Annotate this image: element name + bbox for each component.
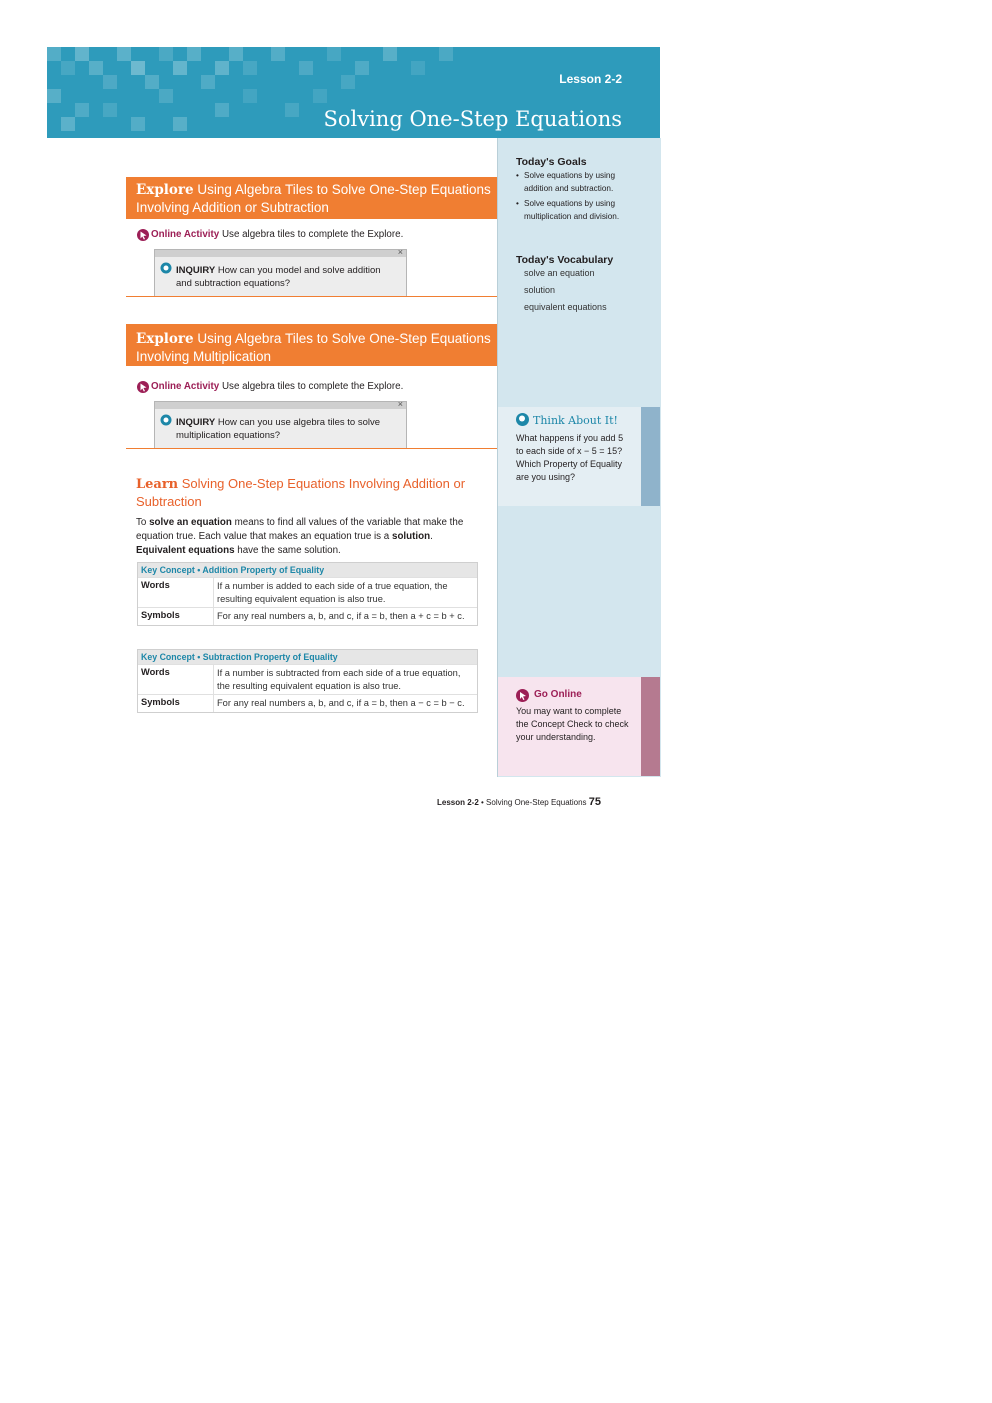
think-about-it-bar xyxy=(641,407,660,506)
inquiry-text: How can you use algebra tiles to solve multiplication equations? xyxy=(176,417,380,441)
key-concept-table xyxy=(137,649,478,713)
vocab-heading: Today's Vocabulary xyxy=(516,254,614,266)
key-concept-header: Key Concept • Subtraction Property of Equality xyxy=(138,650,477,664)
row-value: If a number is added to each side of a true equation, the resulting equivalent equation is also true. xyxy=(217,581,448,604)
learn-title: Solving One-Step Equations Involving Addition or Subtraction xyxy=(136,476,466,509)
goals-list xyxy=(516,170,631,226)
think-head-icon xyxy=(515,412,530,427)
close-icon[interactable]: × xyxy=(397,247,403,257)
row-label: Words xyxy=(138,665,214,694)
learn-label: Learn xyxy=(136,477,179,492)
learn-paragraph: To solve an equation means to find all values of the variable that make the equation true. Each value that makes an equation true is a solution. Equivalent equations have the same solution. xyxy=(136,517,464,556)
go-online-bar xyxy=(641,677,660,776)
go-online-text: You may want to complete the Concept Check to check your understanding. xyxy=(516,706,629,742)
table-row xyxy=(138,577,477,607)
inquiry-text: How can you model and solve addition and subtraction equations? xyxy=(176,265,381,289)
explore-title: Using Algebra Tiles to Solve One-Step Equations Involving Multiplication xyxy=(136,331,491,364)
section-divider xyxy=(126,448,497,449)
online-activity-text: Use algebra tiles to complete the Explore. xyxy=(221,229,404,240)
table-row xyxy=(138,607,477,625)
key-concept-table xyxy=(137,562,478,626)
para-text: have the same solution. xyxy=(237,545,341,556)
goals-heading: Today's Goals xyxy=(516,156,587,168)
table-row xyxy=(138,694,477,712)
inquiry-box xyxy=(154,249,407,297)
para-text: To xyxy=(136,517,147,528)
vocab-term: Equivalent equations xyxy=(136,545,235,556)
online-activity-line xyxy=(136,229,403,240)
goal-item: • Solve equations by using addition and subtraction. xyxy=(516,170,631,195)
vocab-term: solve an equation xyxy=(149,517,232,528)
row-value: For any real numbers a, b, and c, if a = b, then a + c = b + c. xyxy=(217,611,465,621)
key-concept-header: Key Concept • Addition Property of Equality xyxy=(138,563,477,577)
explore-banner-1 xyxy=(126,177,497,219)
think-about-it-text: What happens if you add 5 to each side of x − 5 = 15? Which Property of Equality are you using? xyxy=(516,433,624,482)
page-footer: Lesson 2-2 • Solving One-Step Equations 75 xyxy=(437,796,602,808)
inquiry-label: INQUIRY xyxy=(176,265,216,276)
lesson-number: Lesson 2-2 xyxy=(559,72,622,86)
close-icon[interactable]: × xyxy=(397,399,403,409)
page-number: 75 xyxy=(588,796,602,808)
para-text: means to find all values of the variable that make the equation true. Each value that makes an equation true is a xyxy=(136,517,464,542)
pointer-online-icon[interactable] xyxy=(515,688,530,703)
lesson-banner xyxy=(47,47,660,138)
page-title: Solving One-Step Equations xyxy=(323,107,622,131)
footer-lesson: Lesson 2-2 xyxy=(437,798,479,807)
row-label: Symbols xyxy=(138,608,214,625)
vocab-item: equivalent equations xyxy=(524,302,607,312)
inquiry-topbar xyxy=(155,402,406,409)
explore-banner-2 xyxy=(126,324,497,366)
footer-title: Solving One-Step Equations xyxy=(486,798,587,807)
online-activity-link[interactable]: Online Activity xyxy=(151,381,220,392)
goal-item: • Solve equations by using multiplication and division. xyxy=(516,198,631,223)
inquiry-box xyxy=(154,401,407,449)
learn-heading xyxy=(136,476,486,510)
think-about-it-heading: Think About It! xyxy=(533,414,618,427)
row-value: If a number is subtracted from each side of a true equation, the resulting equivalent equation is also true. xyxy=(217,668,461,691)
explore-label: Explore xyxy=(136,182,194,198)
vocab-item: solve an equation xyxy=(524,268,595,278)
inquiry-label: INQUIRY xyxy=(176,417,216,428)
inquiry-bubble-icon xyxy=(160,262,172,274)
vocab-term: solution xyxy=(392,531,431,542)
inquiry-bubble-icon xyxy=(160,414,172,426)
online-activity-line xyxy=(136,381,403,392)
inquiry-topbar xyxy=(155,250,406,257)
table-row xyxy=(138,664,477,694)
row-value: For any real numbers a, b, and c, if a = b, then a − c = b − c. xyxy=(217,698,465,708)
row-label: Words xyxy=(138,578,214,607)
go-online-heading[interactable]: Go Online xyxy=(534,689,582,700)
explore-title: Using Algebra Tiles to Solve One-Step Equations Involving Addition or Subtraction xyxy=(136,182,491,215)
online-activity-link[interactable]: Online Activity xyxy=(151,229,220,240)
explore-label: Explore xyxy=(136,331,194,347)
section-divider xyxy=(126,296,497,297)
vocab-item: solution xyxy=(524,285,556,295)
online-activity-text: Use algebra tiles to complete the Explore. xyxy=(221,381,404,392)
row-label: Symbols xyxy=(138,695,214,712)
